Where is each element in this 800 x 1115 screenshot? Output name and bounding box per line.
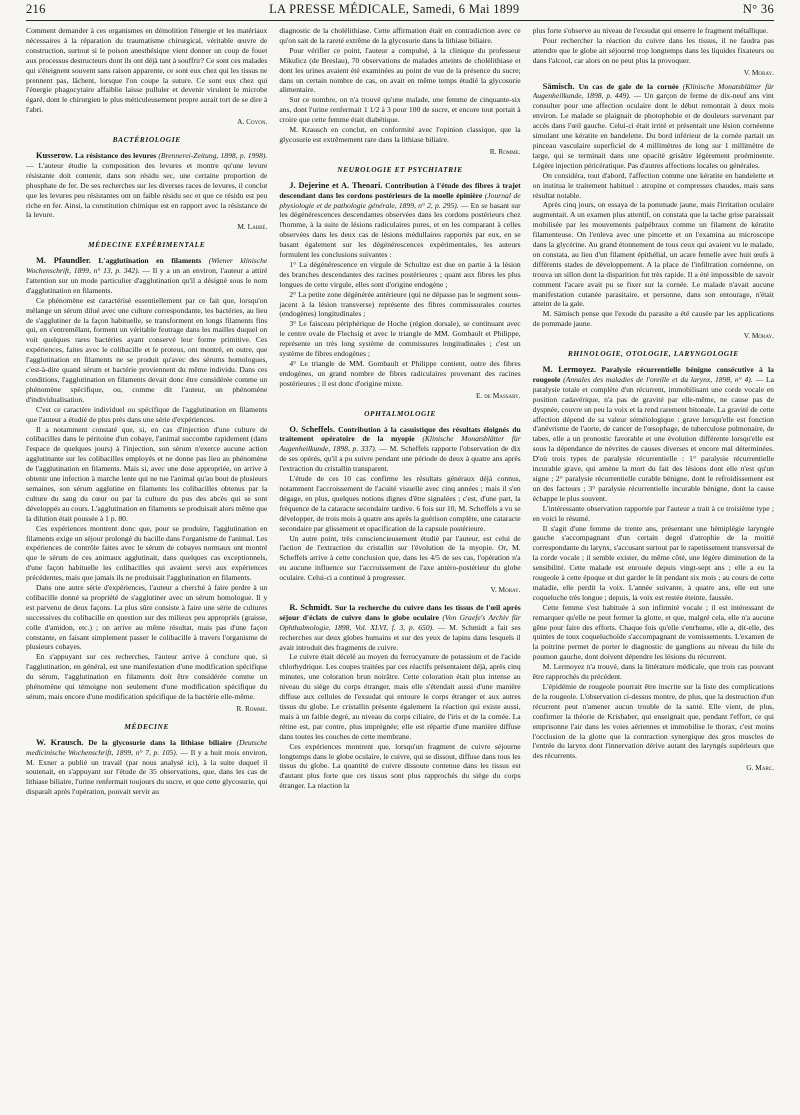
paragraph: Pour vérifier ce point, l'auteur a compulsé, à la clinique du professeur Mikulicz (de Breslau), 70 observations de malades atteints de cholélithiase et dont les urines avaient été examinées au point de vue de la présence du sucre; dans un certain nombre de cas, on avait en même temps étudié la glycosurie alimentaire. xyxy=(279,45,521,95)
article-text: — La paralysie totale et complète d'un récurrent, immobilisant une corde vocale en position cadavérique, n'a pas de gravité par elle-même, ne cause pas de dyspnée, couvre un peu la voix et la rend rarement bitonale. La gravité de cette affection dépend de sa valeur séméiologique : grave lorsqu'elle est fonction d'anévrisme de l'aorte, de cancer de l'œsophage, de tuberculose pulmonaire, de tabes, elle a un pronostic favorable et une évolution différente lorsqu'elle est sous la dépendance de névrites de causes diverses et encore mal déterminées. D'où trois types de paralysie récurrentielle : 1° paralysie récurrentielle incurable grave, qui amène la mort du fait des lésions dont elle n'est qu'un signe ; 2° paralysie récurrentielle curable bénigne, dont le refroidissement est un des facteurs ; 3° paralysie récurrentielle incurable bénigne, dont la cause échappe le plus souvent. xyxy=(532,374,774,503)
article xyxy=(533,365,774,504)
article-author: R. Schmidt. xyxy=(289,602,333,612)
issue-number: N° 36 xyxy=(742,2,774,16)
signature: R. Romme. xyxy=(236,703,268,713)
paragraph: diagnostic de la cholélithiase. Cette affirmation était en contradiction avec ce qu'on sait de la rareté extrême de la glycosurie dans la lithiase biliaire. xyxy=(279,26,521,45)
paragraph: Ce phénomène est caractérisé essentiellement par ce fait que, lorsqu'on mélange un sérum dilué avec une culture correspondante, les bactéries, au lieu de s'agglutiner de la façon habituelle, se transforment en longs filaments fins qui, en s'entremêlant, forment un véritable feutrage dans les mailles duquel on voit quelques rares bactéries ayant conservé leur forme primitive. Ces expériences, faites avec le colibacille et le proteus, ont montré, en outre, que l'agglutination en filaments ne se produit qu'avec des sérums homologues, c'est-à-dire quand sérum et bactérie proviennent du même individu. Dans ces conditions, l'agglutination en filaments devait donc être considérée comme un phénomène spécifique, ou, comme dit l'auteur, un phénomène d'individualisation. xyxy=(26,295,268,404)
paragraph: M. Krausch en conclut, en conformité avec l'opinion classique, que la glycosurie est extrêmement rare dans la lithiase biliaire. xyxy=(279,125,521,144)
paragraph: Ces expériences montrent que, lorsqu'un fragment de cuivre séjourne longtemps dans le globe oculaire, le cuivre, qui se dissout, diffuse dans tous les tissus du globe. La quantité de cuivre dissoute contenue dans les tissus est d'autant plus forte que ces tissus sont plus rapprochés du siège du corps étranger. La réaction la xyxy=(279,741,521,791)
column-3 xyxy=(533,26,774,1109)
article-source: (Journal de physiologie et de pathologie générale, 1899, n° 2, p. 295). xyxy=(279,190,521,210)
paragraph: Il a notamment constaté que, si, en cas d'injection d'une culture de colibacilles dans le péritoine d'un cobaye, l'animal succombe rapidement (dans l'espace de quelques jours) à l'injection, son sérum n'exerce aucune action agglutinante sur les colibacilles employés et ne donne pas lieu au phénomène de l'agglutination en filaments. Mais si, avec une dose appropriée, on arrive à obtenir une infection à marche lente qui ne tue l'animal qu'au bout de plusieurs semaines, son sérum agglutine en filaments les colibacilles obtenus par la culture du sang du cœur ou par la culture du pus des abcès qui se sont développés au cours. L'agglutination en filaments se produisait alors même que la dilution était poussée à 1 p. 80. xyxy=(26,424,268,523)
paragraph: M. Sämisch pense que l'exode du parasite a été causée par les applications de pommade jaune. xyxy=(532,309,774,329)
section-heading: MÉDECINE xyxy=(124,721,169,731)
signature: M. Labbé. xyxy=(237,222,268,232)
signature: R. Romme. xyxy=(489,146,521,156)
article-author: Sämisch. xyxy=(542,81,575,91)
article-title: Contribution à la casuistique des résultats éloignés du traitement opératoire de la myopie xyxy=(279,424,521,444)
signature: V. Moray. xyxy=(743,331,774,341)
running-title xyxy=(269,2,519,17)
article-author: W. Krausch. xyxy=(36,737,84,747)
paragraph: On considéra, tout d'abord, l'affection comme une kératite en bandelette et on institua le traitement habituel : atropine et compresses chaudes, mais sans résultat notable. xyxy=(532,170,774,200)
page-number: 216 xyxy=(26,2,46,16)
section-heading: OPHTALMOLOGIE xyxy=(364,408,436,418)
paragraph: 1° La dégénérescence en virgule de Schultze est due en partie à la lésion des branches descendantes des racines postérieures ; quant aux fibres les plus longues de cette virgule, elles sont d'origine endogène ; xyxy=(279,259,521,289)
article-text: — Un garçon de ferme de dix-neuf ans vint consulter pour une affection oculaire dont le début remontait à deux mois environ. Le malade se plaignait de photophobie et de douleurs survenant par accès dans l'œil gauche. Celui-ci était irrité et présentait une lésion cornéenne simulant une kératite en bandelette. Du bord inférieur de la cornée partait un pinceau vasculaire superficiel de 4 millimètres de long sur 1 millimètre de large, qui se terminait dans une opacité grisâtre légèrement proéminente. Légère injection péricératique. Pas d'autres affections locales ou générales. xyxy=(532,91,774,170)
column-2 xyxy=(279,26,520,1109)
signature: V. Moray. xyxy=(743,67,774,77)
paragraph: Sur ce nombre, on n'a trouvé qu'une malade, une femme de cinquante-six ans, dont l'urine renfermait 1 1/2 à 3 pour 100 de sucre, et encore tout portait à croire que cette femme était diabétique. xyxy=(279,95,521,125)
signature: A. Coyon. xyxy=(237,117,268,127)
column-1 xyxy=(26,26,267,1109)
article-title: L'agglutination en filaments xyxy=(98,256,202,266)
article-author: O. Scheffels. xyxy=(289,424,335,434)
section-heading: NEUROLOGIE ET PSYCHIATRIE xyxy=(337,164,463,174)
article-source: (Annales des maladies de l'oreille et du larynx, 1898, n° 4). xyxy=(563,374,753,384)
article-title: La résistance des levures xyxy=(75,150,157,160)
paragraph: L'intéressante observation rapportée par l'auteur a trait à ce troisième type ; en voici le résumé. xyxy=(532,503,774,523)
paragraph: 2° La petite zone dégénérée antérieure (qui ne dépasse pas le segment sous-jacent à la lésion transverse) représente des fibres commissurales courtes (endogènes) longitudinales ; xyxy=(279,289,521,319)
article-text: — Il y a un an environ, l'auteur a attiré l'attention sur un mode particulier d'agglutination qu'il a désigné sous le nom d'agglutination en filaments. xyxy=(26,266,268,295)
page-header xyxy=(26,2,774,18)
article-text: — M. Scheffels rapporte l'observation de dix de ses opérés, qu'il a pu suivre pendant une période de deux à quatre ans après l'extraction du cristallin transparent. xyxy=(279,444,521,474)
article xyxy=(26,256,267,296)
article-text: — Il y a huit mois environ, M. Exner a publié un travail (par nous analysé ici), à la suite duquel il soutenait, en s'appuyant sur l'étude de 35 observations, que, dans les cas de lithiase biliaire, l'urine renfermait toujours du sucre, et que cette glycosurie, qui disparaît après l'opération, pouvait servir au xyxy=(26,747,268,797)
article xyxy=(26,738,267,797)
article-text: — M. Schmidt a fait ses recherches sur deux globes humains et sur des yeux de lapins dans lesquels il avait introduit des fragments de cuivre. xyxy=(279,622,521,652)
signature: G. Marc. xyxy=(746,763,774,773)
article-source: (Klinische Monatsblätter für Augenheilkunde, 1898, p. 337). xyxy=(279,434,521,454)
article xyxy=(279,603,520,653)
article-text: — L'auteur étudie la composition des levures et montre qu'une levure résistante doit contenir, dans son résidu sec, une certaine proportion de phosphate de fer. De ses recherches sur les diverses races de levures, il conclut que les levures peu résistantes ont un faible résidu sec et que ce résidu est peu riche en fer. Ainsi, la constitution chimique est en rapport avec la résistance de la levure. xyxy=(26,160,268,220)
paragraph: L'étude de ces 10 cas confirme les résultats généraux déjà connus, notamment l'accroissement de l'acuité visuelle avec cinq années ; mais il s'en dégage, en plus, quelques notions dignes d'être signalées ; c'est, d'une part, la fréquence de la cataracte secondaire tardive. 6 fois sur 10, M. Scheffels a vu se développer, de trois mois à quatre ans après la guérison complète, une cataracte secondaire par glissement et opacification de la capsule postérieure. xyxy=(279,474,521,533)
article xyxy=(279,425,520,475)
article-source: (Deutsche medicinische Wochenschrift, 1899, n° 7, p. 105). xyxy=(26,737,268,757)
article-author: J. Dejerine et A. Theoari. xyxy=(289,180,383,190)
paragraph: En s'appuyant sur ces recherches, l'auteur arrive à conclure que, si l'agglutination, en général, est une manifestation d'une modification spécifique du sérum, l'agglutination en filaments doit être considérée comme un phénomène qui témoigne non seulement d'une modification spécifique du sérum, mais encore d'une modification spécifique de la bactérie elle-même. xyxy=(26,652,268,701)
article-author: M. Lermoyez. xyxy=(542,365,597,374)
article-source: (Wiener klinische Wochenschrift, 1899, n° 13, p. 342). xyxy=(26,256,268,276)
article xyxy=(26,151,267,220)
paragraph: M. Lermoyez n'a trouvé, dans la littérature médicale, que trois cas pouvant être rapprochés du précédent. xyxy=(532,662,774,682)
header-rule xyxy=(26,20,774,21)
paragraph: Pour rechercher la réaction du cuivre dans les tissus, il ne faudra pas attendre que le globe ait séjourné trop longtemps dans les liquides fixateurs ou dans l'alcool, car alors on ne peut plus la provoquer. xyxy=(532,35,774,65)
paragraph: Il s'agit d'une femme de trente ans, présentant une hémiplégie laryngée gauche s'accompagnant d'un certain degré d'atrophie de la moitié correspondante du larynx, s'accusant surtout par le rapetissement transversal de la corde vocale ; il semble exister, du même côté, une légère diminution de la sensibilité. Cette malade est enrouée depuis vingt-sept ans ; elle a eu la rougeole à cette époque et dut garder le lit pendant six mois ; au cours de cette maladie, elle perdit la voix. L'année suivante, à quatre ans, elle eut une coqueluche très longue ; depuis, la voix est restée éteinte, faussée. xyxy=(532,523,774,602)
article-author: M. Pfaundler. xyxy=(36,256,91,266)
paragraph: plus forte s'observe au niveau de l'exsudat qui enserre le fragment métallique. xyxy=(532,26,769,35)
paragraph: Un autre point, très consciencieusement étudié par l'auteur, est celui de l'action de l'extraction du cristallin sur l'évolution de la myopie. Or, M. Scheffels arrive à cette conclusion que, dans les 4/5 de ses cas, l'opération n'a eu aucune influence sur l'accroissement de l'axe antéro-postérieur du globe oculaire. Celui-ci a continué à progresser. xyxy=(279,533,521,583)
paragraph: Cette femme s'est habituée à son infirmité vocale ; il est intéressant de remarquer qu'elle ne peut fermer la glotte, et que, malgré cela, elle n'a aucune gêne pour faire des efforts. Chaque fois qu'elle s'enrhume, elle a, dit-elle, des quintes de toux coqueluchoïde s'accompagnant de vomissements. L'examen de la poitrine permet de porter le diagnostic de ganglions au niveau du hile du poumon gauche, dont doivent dépendre les lésions du récurrent. xyxy=(532,602,774,662)
article-source: (Von Graefe's Archiv für Ophthalmologie, 1898, Vol. XLVI, f. 3, p. 650). xyxy=(279,612,521,632)
paragraph: L'épidémie de rougeole pourrait être inscrite sur la liste des complications de la rougeole. L'observation ci-dessus montre, de plus, que la destruction d'un récurrent peut n'amener aucun trouble de la santé. Elle vient, de plus, confirmer la théorie de Krishaber, qui enseignait que, pendant l'effort, ce qui emprisonne l'air dans les voies aériennes et immobilise le thorax, c'est moins l'occlusion de la glotte que la contraction synergique des gros muscles de l'entrée du larynx dont l'innervation dérive autant des laryngés supérieurs que des récurrents. xyxy=(532,682,774,761)
article-source: (Klinische Monatsblätter für Augenheilkunde, 1898, p. 449). xyxy=(532,81,774,101)
article-source: (Brennerei-Zeitung, 1898, p. 1998). xyxy=(158,150,268,160)
paragraph: 4° Le triangle de MM. Gombault et Philippe contient, outre des fibres endogènes, un grand nombre de fibres radiculaires provenant des racines postérieures ; il est donc d'origine mixte. xyxy=(279,359,521,388)
article-title: Sur la recherche du cuivre dans les tissus de l'œil après séjour d'éclats de cuivre dans le globe oculaire xyxy=(279,602,521,622)
paragraph: Comment demander à ces organismes en démolition l'énergie et les matériaux nécessaires à la réparation du traumatisme chirurgical, véritable œuvre de construction, surtout si le poison anesthésique vient donner un coup de fouet aux processus destructeurs dont ils ont déjà tant à souffrir? Ce sont ces malades qui s'éteignent souvent sans raison apparente, ce sont eux chez qui les tissus ne prennent pas, lâchent, lorsque l'on coupe la suture. Ce sont eux chez qui l'énergie phagocytaire affaiblie laisse pulluler et devenir virulent le microbe égaré, dont le chirurgien le plus méticuleusement propre aurait tort de se dire à l'abri. xyxy=(26,26,268,115)
paragraph: 3° Le faisceau périphérique de Hoche (région dorsale), se continuant avec le centre ovale de Flechsig et avec le triangle de MM. Gombault et Philippe, représente un très long système de commissures longitudinales ; c'est un système de fibres endogènes ; xyxy=(279,319,521,359)
article-title: Paralysie récurrentielle bénigne consécutive à la rougeole xyxy=(532,365,774,384)
article xyxy=(533,82,774,171)
text-columns xyxy=(26,26,774,1109)
section-heading: MÉDECINE EXPÉRIMENTALE xyxy=(88,240,206,250)
article-title: De la glycosurie dans la lithiase biliaire xyxy=(88,737,232,747)
article-text: — En se basant sur les dégénérescences descendantes observées dans les cordons postérieurs chez l'homme, à la suite de lésions radiculaires pures, et en les comparant à celles observées dans les deux cas de lésions médullaires rapportés par eux, en se basant également sur les dégénérescences expérimentales, les auteurs formulent les conclusions suivantes : xyxy=(279,200,521,260)
paragraph: Après cinq jours, on essaya de la pommade jaune, mais l'irritation oculaire augmentait. A un examen plus attentif, on constata que la tache grise paraissait mobilisée par les mouvements palpébraux comme un filament de kératite filamenteuse. On l'enleva avec une pincette et on l'examina au microscope dans la glycérine. Au grand étonnement de tous ceux qui avaient vu le malade, on constata, au lieu d'un filament épithélial, un acare femelle avec huit œufs à différents stades de développement. A la place de l'infiltration cornéenne, on trouva un sillon dont la disparition fut très rapide. Il a été impossible de savoir comment l'acare avait pu se fixer sur la cornée. Le malade n'avait aucune manifestation cutanée parasitaire, et personne, dans son entourage, n'était atteint de la gale. xyxy=(532,200,774,309)
journal-name: LA PRESSE MÉDICALE, xyxy=(269,2,410,16)
article-author: Kusserow. xyxy=(36,150,73,160)
article-title: Un cas de gale de la cornée xyxy=(578,81,679,91)
signature: V. Moray. xyxy=(490,585,521,595)
section-heading: RHINOLOGIE, OTOLOGIE, LARYNGOLOGIE xyxy=(567,349,739,359)
article xyxy=(279,181,520,260)
paragraph: Dans une autre série d'expériences, l'auteur a cherché à faire perdre à un colibacille donné sa propriété de s'agglutiner avec un sérum homologue. Il y est parvenu de deux façons. La plus sûre consiste à faire une série de cultures successives du colibacille en question sur des milieux peu appropriés (graisse, colle d'amidon, etc.) ; on arrive au même résultat, mais pas d'une façon constante, en faisant simplement passer le colibacille à travers l'organisme de plusieurs cobayes. xyxy=(26,583,268,652)
paragraph: Ces expériences montrent donc que, pour se produire, l'agglutination en filaments exige un séjour prolongé du bacille dans l'organisme de l'animal. Les expériences de contrôle faites avec le sérum de cobayes normaux ont montré que le sérum de ces animaux agglutinait, dans quelques cas exceptionnels, d'une façon habituelle les colibacilles qui avaient servi aux expériences précédentes, mais que jamais ils ne produisait l'agglutination en filaments. xyxy=(26,523,268,583)
signature: E. de Massary. xyxy=(476,390,521,400)
paragraph: C'est ce caractère individuel ou spécifique de l'agglutination en filaments que l'auteur a étudié de plus près dans une série d'expériences. xyxy=(26,404,268,424)
issue-date: Samedi, 6 Mai 1899 xyxy=(412,2,520,16)
paragraph: Le cuivre était décelé au moyen du ferrocyanure de potassium et de l'acide chlorhydrique. Les coupes traitées par ces réactifs présentaient déjà, après cinq minutes, une coloration brun noirâtre. Cette coloration était plus intense au niveau du siège du corps étranger, mais elle s'étendait aussi d'une manière diffuse aux cellules de l'exsudat qui entoure le corps étranger et aux autres tissus du globe. Le cristallin présente également la réaction qui existe aussi, mais à un faible degré, au niveau du corps ciliaire, de l'iris et de la cornée. La rétine est, par contre, plus imprégnée; elle est répartie d'une manière diffuse dans toutes les couches de cette membrane. xyxy=(279,652,521,741)
section-heading: BACTÉRIOLOGIE xyxy=(112,135,181,145)
article-title: Contribution à l'étude des fibres à trajet descendant dans les cordons postérieurs de la moelle épinière xyxy=(279,180,521,200)
